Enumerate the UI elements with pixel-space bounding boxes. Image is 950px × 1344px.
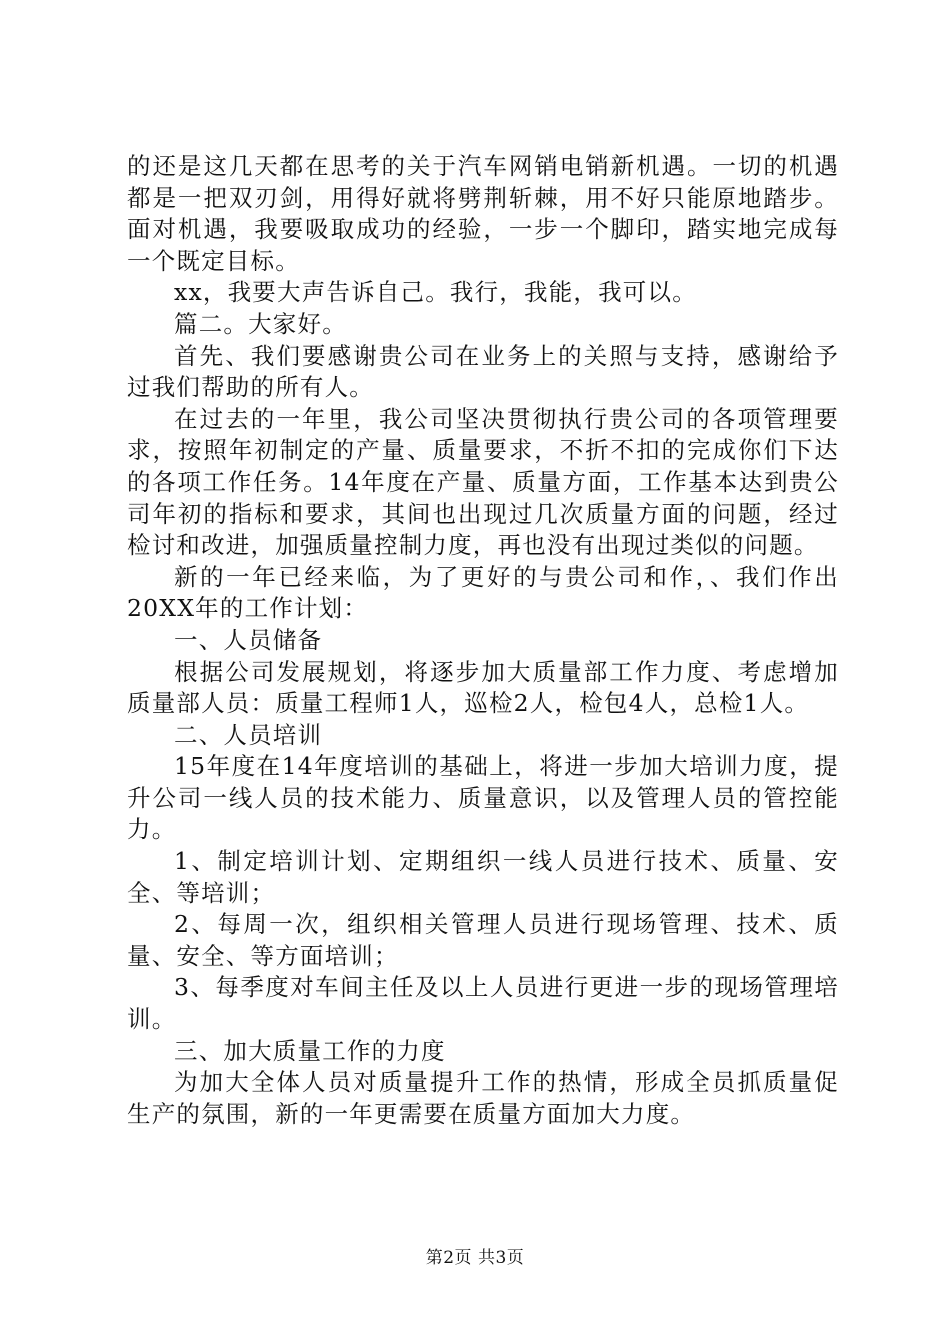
section-heading: 篇二。大家好。 — [174, 309, 347, 338]
section-heading: 二、人员培训 — [174, 720, 323, 749]
section-heading: 一、人员储备 — [174, 625, 323, 654]
paragraph: 新的一年已经来临，为了更好的与贵公司和作，、我们作出20XX年的工作计划： — [127, 562, 839, 623]
document-body — [127, 151, 839, 1130]
paragraph: 在过去的一年里，我公司坚决贯彻执行贵公司的各项管理要求，按照年初制定的产量、质量要求，不折不扣的完成你们下达的各项工作任务。14年度在产量、质量方面，工作基本达到贵公司年初的指标和要求，其间也出现过几次质量方面的问题，经过检讨和改进，加强质量控制力度，再也没有出现过类似的问题。 — [127, 404, 839, 560]
paragraph: xx，我要大声告诉自己。我行，我能，我可以。 — [174, 278, 697, 307]
section-heading: 三、加大质量工作的力度 — [174, 1036, 446, 1065]
paragraph: 首先、我们要感谢贵公司在业务上的关照与支持，感谢给予过我们帮助的所有人。 — [127, 341, 839, 402]
paragraph: 15年度在14年度培训的基础上，将进一步加大培训力度，提升公司一线人员的技术能力、质量意识，以及管理人员的管控能力。 — [127, 752, 839, 844]
paragraph: 根据公司发展规划，将逐步加大质量部工作力度、考虑增加质量部人员：质量工程师1人，巡检2人，检包4人，总检1人。 — [127, 657, 839, 718]
paragraph: 为加大全体人员对质量提升工作的热情，形成全员抓质量促生产的氛围，新的一年更需要在质量方面加大力度。 — [127, 1068, 839, 1128]
page-footer: 第2页 共3页 — [425, 1248, 525, 1268]
paragraph: 的还是这几天都在思考的关于汽车网销电销新机遇。一切的机遇都是一把双刃剑，用得好就将劈荆斩棘，用不好只能原地踏步。面对机遇，我要吸取成功的经验，一步一个脚印，踏实地完成每一个既定目标。 — [127, 152, 839, 275]
list-item: 1、制定培训计划、定期组织一线人员进行技术、质量、安全、等培训； — [127, 847, 839, 907]
list-item: 2、每周一次，组织相关管理人员进行现场管理、技术、质量、安全、等方面培训； — [127, 910, 839, 970]
list-item: 3、每季度对车间主任及以上人员进行更进一步的现场管理培训。 — [127, 973, 839, 1034]
